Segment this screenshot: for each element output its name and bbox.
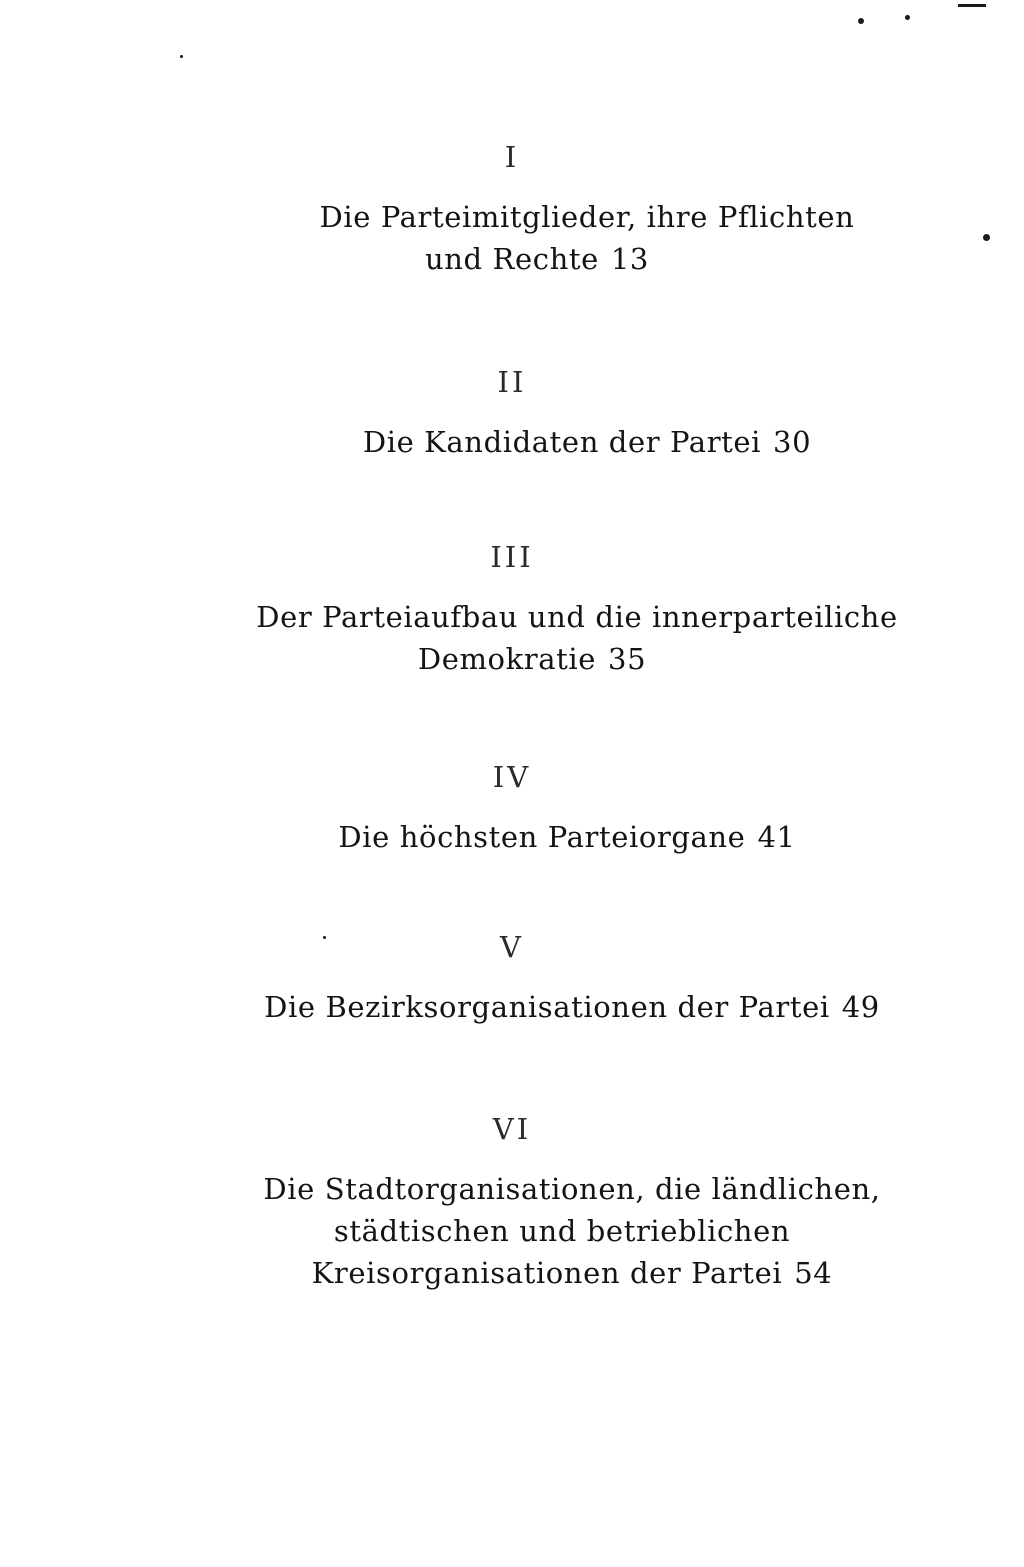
- chapter-numeral: VI: [492, 1112, 532, 1146]
- chapter-title-text: Die Kandidaten der Partei: [362, 425, 762, 459]
- chapter-title-text: Demokratie: [417, 642, 597, 676]
- scan-mark: [958, 4, 986, 7]
- chapter-title-text: und Rechte: [425, 242, 599, 276]
- chapter-title-line: [0, 1252, 1024, 1294]
- page-number: 30: [773, 425, 812, 459]
- scan-speck: [858, 18, 864, 24]
- page-number: 41: [757, 820, 796, 854]
- chapter-title-line: [0, 238, 1024, 280]
- chapter-title-text: Die Bezirksorganisationen der Partei: [264, 990, 830, 1024]
- chapter-numeral: III: [490, 540, 534, 574]
- chapter-title-line: [0, 596, 1024, 638]
- chapter-title-line: [0, 196, 1024, 238]
- page-number: 54: [794, 1256, 833, 1290]
- toc-entry: [0, 1112, 1024, 1294]
- page-number: 13: [610, 242, 649, 276]
- chapter-title-text: Die Parteimitglieder, ihre Pflichten: [319, 200, 855, 234]
- chapter-title-text: Kreisorganisationen der Partei: [311, 1256, 783, 1290]
- toc-entry: [0, 760, 1024, 858]
- chapter-title-text: städtischen und betrieblichen: [333, 1214, 791, 1248]
- chapter-title-text: Die Stadtorganisationen, die ländlichen,: [263, 1172, 881, 1206]
- toc-entry: [0, 365, 1024, 463]
- page-number: 35: [608, 642, 647, 676]
- chapter-numeral: I: [504, 140, 520, 174]
- toc-entry: [0, 540, 1024, 680]
- chapter-title-line: [0, 986, 1024, 1028]
- chapter-title-text: Der Parteiaufbau und die innerparteiliche: [256, 600, 898, 634]
- scan-speck: [180, 55, 183, 58]
- chapter-title-line: [0, 1168, 1024, 1210]
- toc-entry: [0, 930, 1024, 1028]
- chapter-title-line: [0, 638, 1024, 680]
- chapter-title-line: [0, 421, 1024, 463]
- chapter-title-line: [0, 816, 1024, 858]
- toc-entry: [0, 140, 1024, 280]
- chapter-title-line: [0, 1210, 1024, 1252]
- chapter-numeral: II: [497, 365, 527, 399]
- chapter-numeral: IV: [492, 760, 532, 794]
- scan-speck: [905, 15, 910, 20]
- chapter-numeral: V: [500, 930, 524, 964]
- chapter-title-text: Die höchsten Parteiorgane: [338, 820, 746, 854]
- page-number: 49: [841, 990, 880, 1024]
